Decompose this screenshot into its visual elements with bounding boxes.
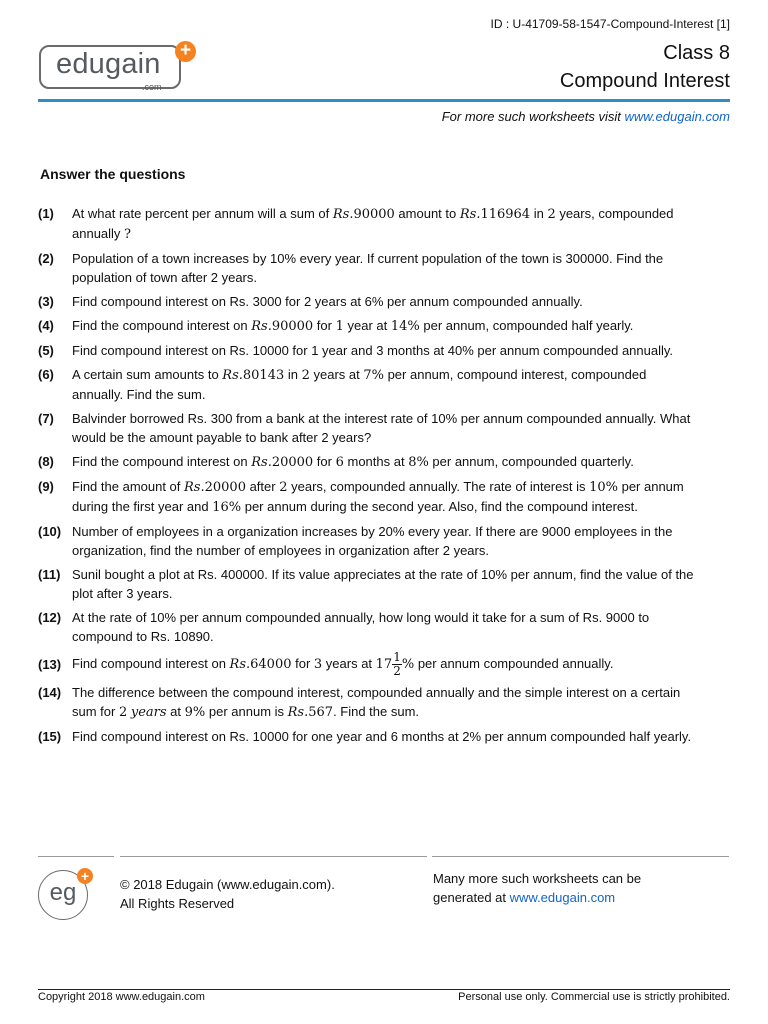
logo-text: edugain [56, 48, 161, 80]
question-number: (8) [38, 454, 54, 469]
edugain-footer-link[interactable]: www.edugain.com [509, 890, 616, 905]
question-2 [38, 249, 698, 287]
question-number: (15) [38, 729, 62, 744]
question-text: Find compound interest on Rs.64000 for 3 years at 17 $\frac{1}{2}$ % per annum compounded annually. [72, 650, 614, 678]
eg-logo-badge: eg [38, 870, 88, 920]
copyright-block [120, 875, 335, 913]
question-13 [38, 651, 698, 678]
question-8 [38, 452, 698, 472]
more-worksheets-line-2: generated at www.edugain.com [433, 890, 616, 905]
question-text: Find the amount of Rs.20000 after 2 years, compounded annually. The rate of interest is 10% per annum during the first year and 16% per annum during the second year. Also, find the compound interest. [72, 479, 684, 515]
footer-divider [120, 856, 427, 857]
question-number: (6) [38, 367, 54, 382]
question-12 [38, 608, 698, 646]
question-number: (5) [38, 343, 54, 358]
fraction: $\frac{1}{2}$ [393, 650, 401, 678]
question-5 [38, 341, 698, 360]
question-number: (14) [38, 685, 62, 700]
question-text: Find the compound interest on Rs.90000 for 1 year at 14% per annum, compounded half yearly. [72, 318, 634, 334]
question-number: (9) [38, 479, 54, 494]
bottom-copyright: Copyright 2018 www.edugain.com [38, 991, 205, 1003]
question-text: Number of employees in a organization increases by 20% every year. If there are 9000 employees in the organization, find the number of employees in organization after 2 years. [72, 524, 673, 558]
question-6 [38, 365, 698, 404]
question-text: Find compound interest on Rs. 10000 for 1 year and 3 months at 40% per annum compounded annually. [72, 343, 674, 358]
question-4 [38, 316, 698, 336]
plus-icon: + [175, 41, 196, 62]
header-divider [38, 99, 730, 102]
question-text: Find compound interest on Rs. 10000 for one year and 6 months at 2% per annum compounded half yearly. [72, 729, 692, 744]
class-title: Class 8 [663, 42, 730, 64]
worksheet-id: ID : U-41709-58-1547-Compound-Interest [1] [490, 17, 730, 31]
question-15 [38, 727, 698, 746]
question-number: (3) [38, 294, 54, 309]
question-number: (2) [38, 251, 54, 266]
question-9 [38, 477, 698, 517]
question-7 [38, 409, 698, 447]
question-text: At what rate percent per annum will a sum of Rs.90000 amount to Rs.116964 in 2 years, compounded annually ? [72, 206, 674, 242]
question-text: A certain sum amounts to Rs.80143 in 2 years at 7% per annum, compound interest, compounded annually. Find the sum. [72, 367, 647, 402]
rights-line: All Rights Reserved [120, 896, 235, 911]
question-number: (1) [38, 206, 54, 221]
question-1 [38, 204, 698, 244]
question-number: (12) [38, 610, 62, 625]
question-text: Find the compound interest on Rs.20000 for 6 months at 8% per annum, compounded quarterly. [72, 454, 634, 470]
more-worksheets-text: For more such worksheets visit [441, 109, 625, 124]
bottom-divider [38, 989, 730, 990]
question-list [38, 204, 698, 751]
question-number: (13) [38, 657, 62, 672]
question-text: Balvinder borrowed Rs. 300 from a bank at the interest rate of 10% per annum compounded annually. What would be the amount payable to bank after 2 years? [72, 411, 691, 445]
footer-divider [38, 856, 114, 857]
usage-notice: Personal use only. Commercial use is strictly prohibited. [458, 991, 730, 1003]
question-11 [38, 565, 698, 603]
question-14 [38, 683, 698, 722]
edugain-link[interactable]: www.edugain.com [624, 109, 730, 124]
question-10 [38, 522, 698, 560]
question-number: (4) [38, 318, 54, 333]
question-text: At the rate of 10% per annum compounded annually, how long would it take for a sum of Rs. 9000 to compound to Rs. 10890. [72, 610, 650, 644]
question-text: The difference between the compound interest, compounded annually and the simple interest on a certain sum for 2 years at 9% per annum is Rs.567. Find the sum. [72, 685, 681, 720]
more-worksheets-line-1: Many more such worksheets can be [433, 871, 642, 886]
more-worksheets-block [433, 869, 641, 907]
logo-subtext: .com [142, 82, 162, 92]
question-number: (10) [38, 524, 62, 539]
question-number: (7) [38, 411, 54, 426]
question-number: (11) [38, 567, 61, 582]
section-title: Answer the questions [40, 166, 186, 182]
copyright-line: © 2018 Edugain (www.edugain.com). [120, 877, 335, 892]
more-worksheets-line [442, 109, 730, 124]
question-text: Find compound interest on Rs. 3000 for 2 years at 6% per annum compounded annually. [72, 294, 583, 309]
plus-icon: + [77, 868, 93, 884]
footer-divider [432, 856, 729, 857]
topic-title: Compound Interest [559, 70, 730, 92]
question-text: Population of a town increases by 10% every year. If current population of the town is 300000. Find the population of town after 2 years. [72, 251, 664, 285]
question-text: Sunil bought a plot at Rs. 400000. If its value appreciates at the rate of 10% per annum, find the value of the plot after 3 years. [72, 567, 694, 601]
question-3 [38, 292, 698, 311]
